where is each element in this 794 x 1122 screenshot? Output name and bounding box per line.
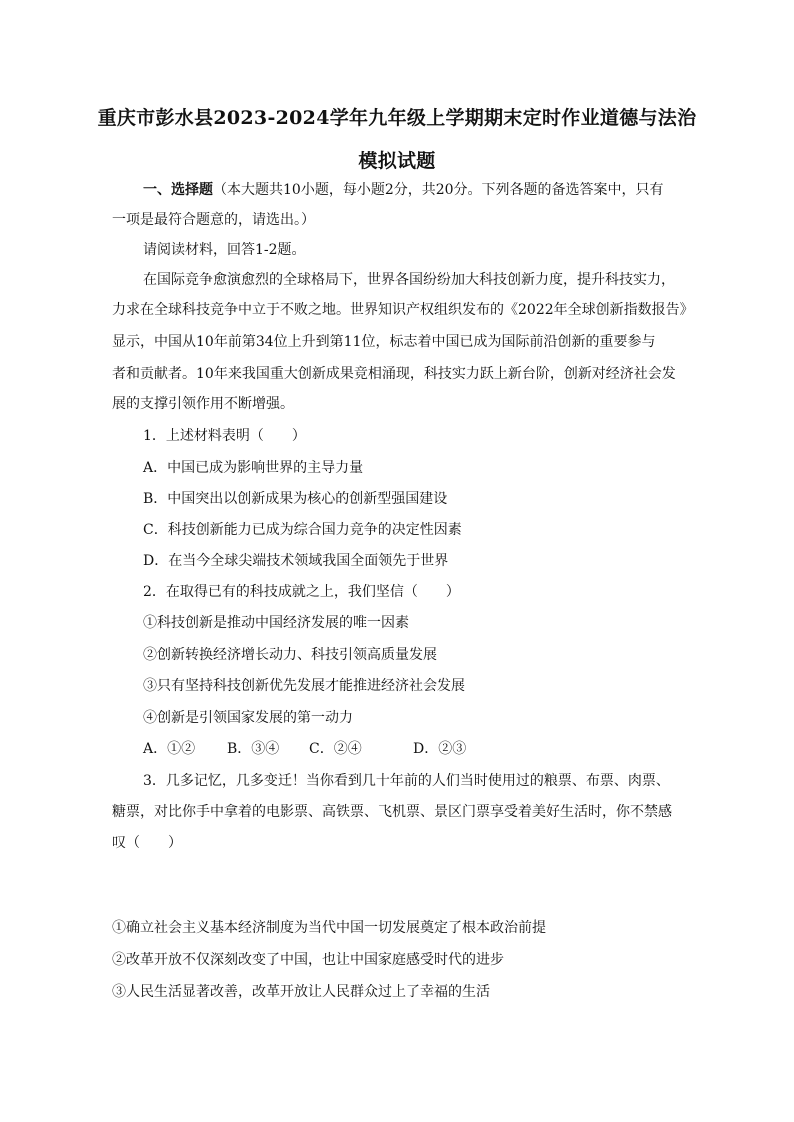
q2-statement-1: ①科技创新是推动中国经济发展的唯一因素	[143, 615, 409, 631]
q1-option-d: D．在当今全球尖端技术领域我国全面领先于世界	[143, 553, 449, 569]
q2-statement-4: ④创新是引领国家发展的第一动力	[143, 710, 353, 726]
page-title-line1: 重庆市彭水县2023-2024学年九年级上学期期末定时作业道德与法治	[97, 107, 697, 129]
material-line-3: 显示，中国从10年前第34位上升到第11位，标志着中国已成为国际前沿创新的重要参与	[112, 334, 656, 350]
q2-statement-3: ③只有坚持科技创新优先发展才能推进经济社会发展	[143, 678, 465, 694]
q1-option-c: C．科技创新能力已成为综合国力竞争的决定性因素	[143, 522, 462, 538]
material-line-1: 在国际竞争愈演愈烈的全球格局下，世界各国纷纷加大科技创新力度，提升科技实力，	[143, 272, 675, 288]
q1-stem: 1．上述材料表明（ ）	[143, 428, 306, 444]
section1-header	[143, 180, 664, 200]
q3-statement-1: ①确立社会主义基本经济制度为当代中国一切发展奠定了根本政治前提	[112, 920, 546, 936]
q3-statement-3: ③人民生活显著改善，改革开放让人民群众过上了幸福的生活	[112, 984, 490, 1000]
q2-choice-d: D．②③	[413, 741, 467, 757]
q2-choice-b: B．③④	[227, 741, 280, 757]
section1-heading: 一、选择题	[143, 182, 213, 198]
q3-stem-line-2: 糖票，对比你手中拿着的电影票、高铁票、飞机票、景区门票享受着美好生活时，你不禁感	[112, 804, 672, 820]
page-title-line2: 模拟试题	[358, 150, 436, 172]
q2-choice-a: A．①②	[143, 741, 196, 757]
q1-option-b: B．中国突出以创新成果为核心的创新型强国建设	[143, 491, 448, 507]
material-line-2: 力求在全球科技竞争中立于不败之地。世界知识产权组织发布的《2022年全球创新指数报告》	[112, 302, 694, 318]
q2-choice-c: C．②④	[309, 741, 362, 757]
q1-option-a: A．中国已成为影响世界的主导力量	[143, 460, 364, 476]
q3-statement-2: ②改革开放不仅深刻改变了中国，也让中国家庭感受时代的进步	[112, 952, 504, 968]
section1-desc-line1: （本大题共10小题，每小题2分，共20分。下列各题的备选答案中，只有	[213, 182, 664, 198]
q3-stem-line-3: 叹（ ）	[112, 835, 182, 851]
q2-stem: 2．在取得已有的科技成就之上，我们坚信（ ）	[143, 584, 460, 600]
q3-stem-line-1: 3．几多记忆，几多变迁！当你看到几十年前的人们当时使用过的粮票、布票、肉票、	[143, 773, 670, 789]
instruction: 请阅读材料，回答1-2题。	[143, 242, 306, 258]
q2-choices	[143, 739, 466, 759]
material-line-5: 展的支撑引领作用不断增强。	[112, 396, 294, 412]
material-line-4: 者和贡献者。10年来我国重大创新成果竞相涌现，科技实力跃上新台阶，创新对经济社会发	[112, 366, 676, 382]
q2-statement-2: ②创新转换经济增长动力、科技引领高质量发展	[143, 647, 437, 663]
section1-desc-line2: 一项是最符合题意的，请选出。）	[112, 212, 315, 228]
